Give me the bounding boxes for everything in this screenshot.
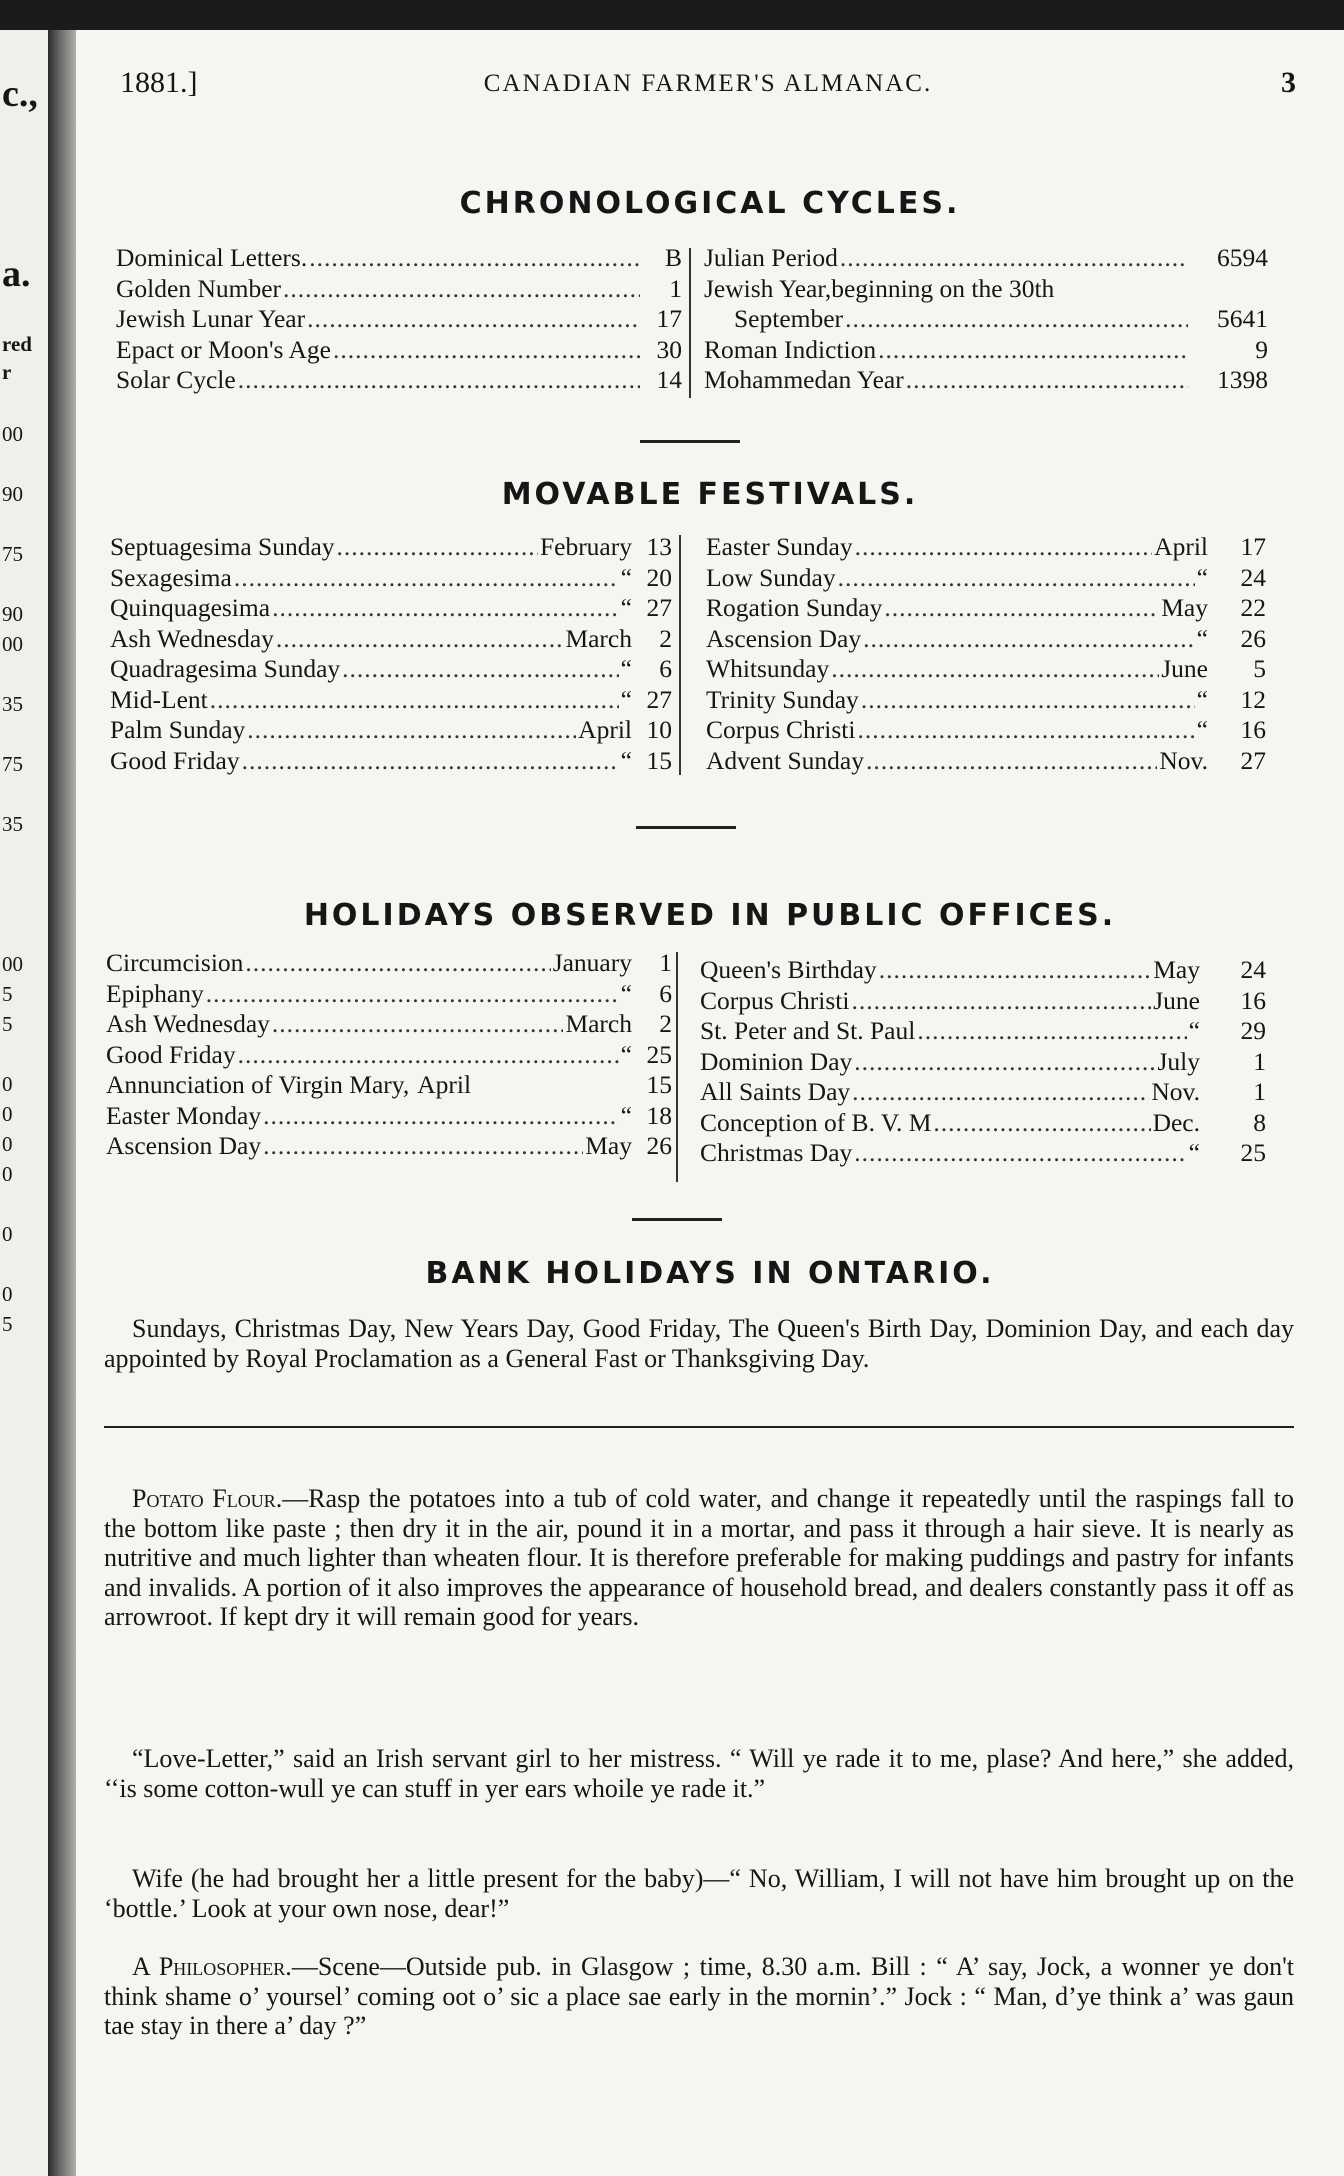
table-row: All Saints Day ..... Nov. 1 [700, 1077, 1266, 1108]
margin-fragment: 0 [2, 1222, 13, 1246]
margin-fragment: a. [2, 253, 31, 295]
table-row: Quadragesima Sunday ..... “ 6 [110, 654, 672, 685]
almanac-page [76, 30, 1344, 2176]
column-divider [676, 952, 678, 1182]
table-row: Dominion Day ..... July 1 [700, 1047, 1266, 1078]
column-divider [679, 535, 681, 775]
table-row: Christmas Day ..... “ 25 [700, 1138, 1266, 1169]
margin-fragment: 75 [2, 542, 23, 566]
chronological-right-column [704, 243, 1268, 396]
table-row: St. Peter and St. Paul ..... “ 29 [700, 1016, 1266, 1047]
table-row: Corpus Christi ..... “ 16 [706, 715, 1266, 746]
table-row: Mid-Lent ..... “ 27 [110, 685, 672, 716]
table-row: Jewish Lunar Year ..... 17 [116, 304, 682, 335]
bank-holidays-text: Sundays, Christmas Day, New Years Day, Good Friday, The Queen's Birth Day, Dominion Day, and each day appointed by Royal Proclamation as a General Fast or Thanksgiving Day. [104, 1314, 1294, 1373]
margin-fragment: 00 [2, 632, 23, 656]
margin-fragment: 90 [2, 482, 23, 506]
holidays-right-column [700, 955, 1266, 1169]
margin-fragment: red [2, 332, 32, 356]
table-row: Rogation Sunday ..... May 22 [706, 593, 1266, 624]
philosopher-anecdote: A Philosopher.—Scene—Outside pub. in Glasgow ; time, 8.30 a.m. Bill : “ A’ say, Jock, a wonner ye don't think shame o’ yoursel’ coming oot o’ sic a place sae early in the mornin’.” Jock : “ Man, d’ye think a’ was gaun tae stay in there a’ day ?” [104, 1952, 1295, 2040]
margin-fragment: c., [2, 73, 38, 115]
table-row: Roman Indiction ..... 9 [704, 335, 1268, 366]
section-divider [636, 826, 736, 829]
table-row: Corpus Christi ..... June 16 [700, 986, 1266, 1017]
table-row: Annunciation of Virgin Mary, April 15 [106, 1070, 672, 1099]
table-row: Dominical Letters. ..... B [116, 243, 682, 274]
movable-right-column [706, 532, 1266, 776]
table-row: Jewish Year,beginning on the 30th [704, 273, 1055, 303]
movable-left-column [110, 532, 672, 776]
table-row: Easter Monday ..... “ 18 [106, 1101, 672, 1132]
margin-fragment: 90 [2, 602, 23, 626]
table-row: Ascension Day ..... May 26 [106, 1131, 672, 1162]
chronological-left-column [116, 243, 682, 396]
table-row: Epiphany ..... “ 6 [106, 979, 672, 1010]
margin-fragment: 0 [2, 1102, 13, 1126]
table-row: Septuagesima Sunday ..... February 13 [110, 532, 672, 563]
margin-fragment: 5 [2, 1312, 13, 1336]
chronological-cycles-title: CHRONOLOGICAL CYCLES. [459, 186, 961, 221]
margin-fragment: r [2, 360, 12, 384]
bank-holidays-title: BANK HOLIDAYS IN ONTARIO. [425, 1256, 995, 1291]
header-title: CANADIAN FARMER'S ALMANAC. [483, 70, 933, 97]
table-row: Epact or Moon's Age ..... 30 [116, 335, 682, 366]
potato-flour-article: Potato Flour.—Rasp the potatoes into a tub of cold water, and change it repeatedly until the raspings fall to the bottom like paste ; then dry it in the air, pound it in a mortar, and pass it through a hair sieve. It is nearly as nutritive and much lighter than wheaten flour. It is therefore preferable for making puddings and pastry for infants and invalids. A portion of it also improves the appearance of household bread, and dealers constantly pass it off as arrowroot. If kept dry it will remain good for years. [104, 1484, 1294, 1631]
table-row: Conception of B. V. M ..... Dec. 8 [700, 1108, 1266, 1139]
page-number: 3 [1281, 66, 1296, 99]
margin-fragment: 0 [2, 1132, 13, 1156]
section-divider [632, 1218, 722, 1221]
table-row: Advent Sunday ..... Nov. 27 [706, 746, 1266, 777]
movable-festivals-title: MOVABLE FESTIVALS. [501, 477, 919, 512]
table-row: Trinity Sunday ..... “ 12 [706, 685, 1266, 716]
table-row: Queen's Birthday ..... May 24 [700, 955, 1266, 986]
running-header [120, 66, 1296, 110]
table-row: Easter Sunday ..... April 17 [706, 532, 1266, 563]
section-divider [104, 1426, 1294, 1428]
column-divider [689, 248, 691, 398]
header-year: 1881.] [120, 66, 198, 99]
margin-fragment: 35 [2, 812, 23, 836]
table-row: Golden Number ..... 1 [116, 274, 682, 305]
margin-fragment: 0 [2, 1162, 13, 1186]
table-row: Palm Sunday ..... April 10 [110, 715, 672, 746]
margin-fragment: 0 [2, 1282, 13, 1306]
table-row: Circumcision ..... January 1 [106, 948, 672, 979]
table-row: Good Friday ..... “ 25 [106, 1040, 672, 1071]
margin-fragment: 00 [2, 422, 23, 446]
holidays-left-column [106, 948, 672, 1162]
wife-anecdote: Wife (he had brought her a little present for the baby)—“ No, William, I will not have him brought up on the ‘bottle.’ Look at your own nose, dear!” [104, 1864, 1294, 1923]
margin-fragment: 0 [2, 1072, 13, 1096]
table-row: Ash Wednesday ..... March 2 [110, 624, 672, 655]
table-row: Whitsunday ..... June 5 [706, 654, 1266, 685]
table-row: Sexagesima ..... “ 20 [110, 563, 672, 594]
margin-fragment: 5 [2, 982, 13, 1006]
margin-fragment: 35 [2, 692, 23, 716]
table-row: September ..... 5641 [704, 304, 1268, 335]
table-row: Julian Period ..... 6594 [704, 243, 1268, 274]
table-row: Ash Wednesday ..... March 2 [106, 1009, 672, 1040]
table-row: Quinquagesima ..... “ 27 [110, 593, 672, 624]
table-row: Ascension Day ..... “ 26 [706, 624, 1266, 655]
table-row: Low Sunday ..... “ 24 [706, 563, 1266, 594]
table-row: Good Friday ..... “ 15 [110, 746, 672, 777]
section-divider [640, 440, 740, 443]
book-gutter [48, 30, 78, 2176]
margin-fragment: 75 [2, 752, 23, 776]
love-letter-anecdote: “Love-Letter,” said an Irish servant girl to her mistress. “ Will ye rade it to me, plase? And here,” she added, ‘‘is some cotton-wull ye can stuff in yer ears whoile ye rade it.” [104, 1744, 1294, 1803]
margin-fragment: 5 [2, 1012, 13, 1036]
table-row: Mohammedan Year ..... 1398 [704, 365, 1268, 396]
table-row: Solar Cycle ..... 14 [116, 365, 682, 396]
margin-fragment: 00 [2, 952, 23, 976]
holidays-title: HOLIDAYS OBSERVED IN PUBLIC OFFICES. [303, 898, 1117, 933]
